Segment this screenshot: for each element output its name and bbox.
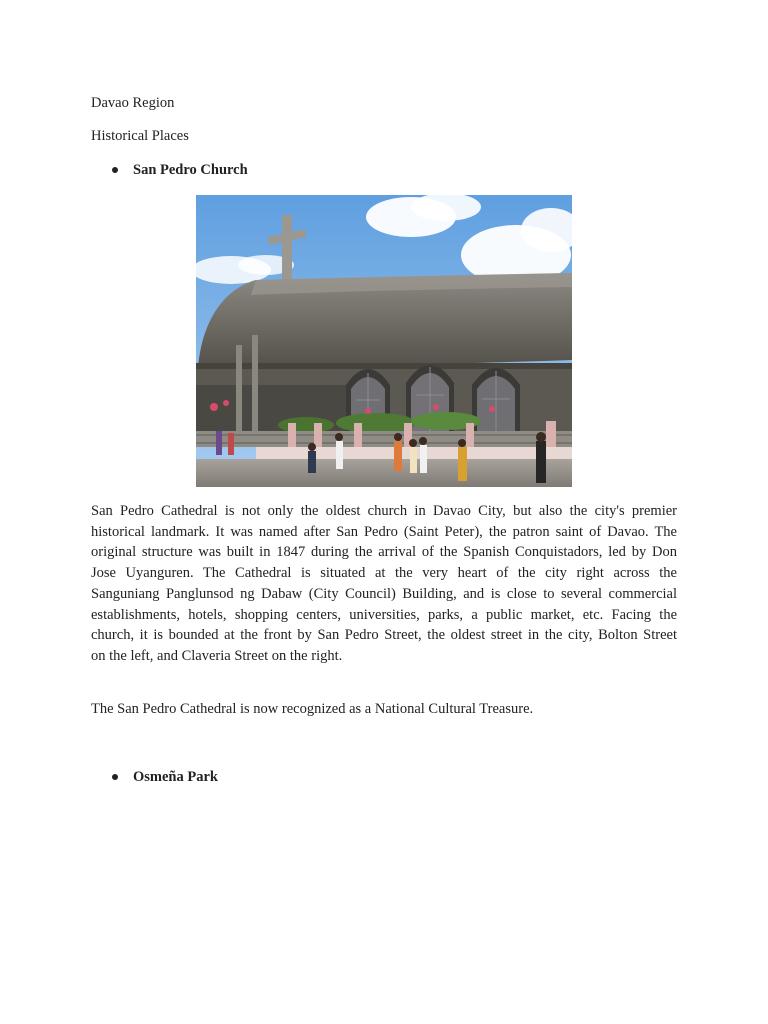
paragraph-line: establishments, hotels, shopping centers, universities, parks, a public market, etc. Facing the [91, 606, 677, 623]
church-photo [196, 195, 572, 487]
cultural-treasure-note: The San Pedro Cathedral is now recognized as a National Cultural Treasure. [91, 701, 534, 717]
san-pedro-paragraph [91, 501, 677, 667]
bullet-item-osmena-park [112, 768, 218, 786]
bullet-item-san-pedro-church [112, 161, 248, 179]
section-heading: Historical Places [91, 128, 189, 144]
bullet-icon [112, 774, 118, 780]
bullet-title: Osmeña Park [133, 769, 218, 785]
paragraph-line: on the left, and Claveria Street on the right. [91, 647, 343, 664]
paragraph-line: Sanguniang Panglunsod ng Dabaw (City Council) Building, and is close to several commercial [91, 585, 677, 602]
paragraph-line: church, it is bounded at the front by San Pedro Street, the oldest street in the city, Bolton Street [91, 627, 677, 644]
bullet-title: San Pedro Church [133, 162, 248, 178]
paragraph-line: Jose Uyanguren. The Cathedral is situated at the very heart of the city right across the [91, 565, 677, 582]
region-heading: Davao Region [91, 95, 175, 111]
paragraph-line: historical landmark. It was named after San Pedro (Saint Peter), the patron saint of Davao. The [91, 523, 677, 540]
bullet-icon [112, 167, 118, 173]
paragraph-line: original structure was built in 1847 during the arrival of the Spanish Conquistadors, led by Don [91, 544, 677, 561]
paragraph-line: San Pedro Cathedral is not only the oldest church in Davao City, but also the city's premier [91, 503, 677, 519]
